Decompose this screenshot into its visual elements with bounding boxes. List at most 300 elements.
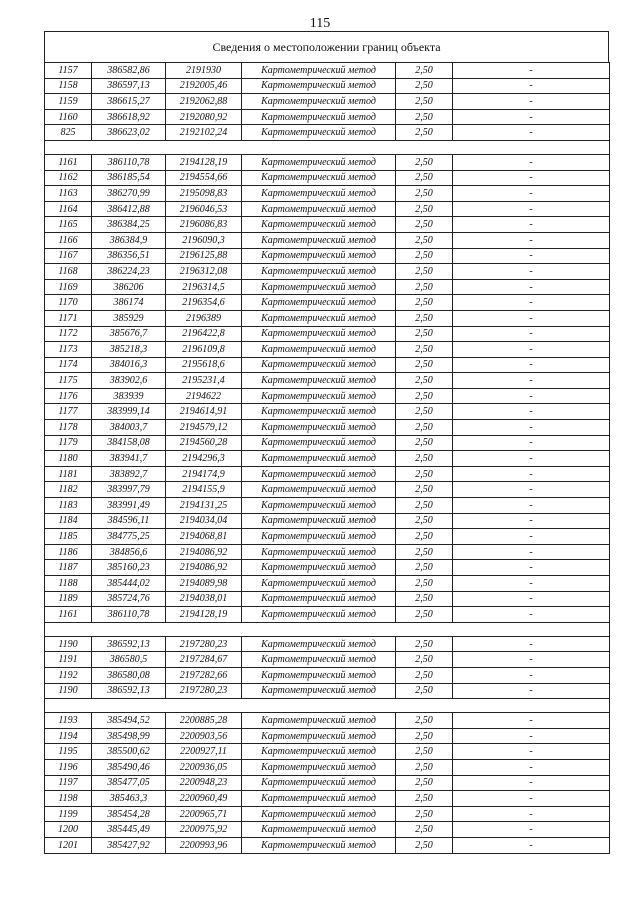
method-cell: Картометрический метод bbox=[242, 279, 396, 295]
table-row bbox=[45, 94, 610, 110]
method-cell: Картометрический метод bbox=[242, 791, 396, 807]
accuracy-cell: 2,50 bbox=[396, 576, 453, 592]
y-coordinate-cell: 2194038,01 bbox=[166, 591, 242, 607]
table-row bbox=[45, 498, 610, 514]
y-coordinate-cell: 2194554,66 bbox=[166, 170, 242, 186]
method-cell: Картометрический метод bbox=[242, 63, 396, 79]
method-cell: Картометрический метод bbox=[242, 94, 396, 110]
x-coordinate-cell: 386356,51 bbox=[92, 248, 166, 264]
method-cell: Картометрический метод bbox=[242, 78, 396, 94]
accuracy-cell: 2,50 bbox=[396, 498, 453, 514]
method-cell: Картометрический метод bbox=[242, 591, 396, 607]
point-number-cell: 1187 bbox=[45, 560, 92, 576]
x-coordinate-cell: 386580,5 bbox=[92, 652, 166, 668]
x-coordinate-cell: 385427,92 bbox=[92, 837, 166, 853]
description-cell: - bbox=[453, 529, 610, 545]
table-row bbox=[45, 529, 610, 545]
method-cell: Картометрический метод bbox=[242, 822, 396, 838]
method-cell: Картометрический метод bbox=[242, 683, 396, 699]
method-cell: Картометрический метод bbox=[242, 201, 396, 217]
method-cell: Картометрический метод bbox=[242, 310, 396, 326]
point-number-cell: 1158 bbox=[45, 78, 92, 94]
point-number-cell: 1169 bbox=[45, 279, 92, 295]
description-cell: - bbox=[453, 822, 610, 838]
accuracy-cell: 2,50 bbox=[396, 435, 453, 451]
point-number-cell: 1161 bbox=[45, 154, 92, 170]
x-coordinate-cell: 384856,6 bbox=[92, 544, 166, 560]
point-number-cell: 1188 bbox=[45, 576, 92, 592]
accuracy-cell: 2,50 bbox=[396, 591, 453, 607]
y-coordinate-cell: 2194089,98 bbox=[166, 576, 242, 592]
method-cell: Картометрический метод bbox=[242, 837, 396, 853]
accuracy-cell: 2,50 bbox=[396, 683, 453, 699]
point-number-cell: 1189 bbox=[45, 591, 92, 607]
y-coordinate-cell: 2194614,91 bbox=[166, 404, 242, 420]
description-cell: - bbox=[453, 435, 610, 451]
method-cell: Картометрический метод bbox=[242, 170, 396, 186]
point-number-cell: 1184 bbox=[45, 513, 92, 529]
description-cell: - bbox=[453, 652, 610, 668]
point-number-cell: 1164 bbox=[45, 201, 92, 217]
description-cell: - bbox=[453, 388, 610, 404]
y-coordinate-cell: 2200885,28 bbox=[166, 713, 242, 729]
description-cell: - bbox=[453, 232, 610, 248]
table-row bbox=[45, 652, 610, 668]
description-cell: - bbox=[453, 560, 610, 576]
table-row bbox=[45, 186, 610, 202]
accuracy-cell: 2,50 bbox=[396, 667, 453, 683]
x-coordinate-cell: 386185,54 bbox=[92, 170, 166, 186]
y-coordinate-cell: 2194579,12 bbox=[166, 420, 242, 436]
x-coordinate-cell: 386623,02 bbox=[92, 125, 166, 141]
table-row bbox=[45, 125, 610, 141]
point-number-cell: 1157 bbox=[45, 63, 92, 79]
method-cell: Картометрический метод bbox=[242, 451, 396, 467]
y-coordinate-cell: 2194034,04 bbox=[166, 513, 242, 529]
accuracy-cell: 2,50 bbox=[396, 544, 453, 560]
description-cell: - bbox=[453, 607, 610, 623]
y-coordinate-cell: 2196314,5 bbox=[166, 279, 242, 295]
method-cell: Картометрический метод bbox=[242, 529, 396, 545]
table-row bbox=[45, 295, 610, 311]
point-number-cell: 1175 bbox=[45, 373, 92, 389]
accuracy-cell: 2,50 bbox=[396, 78, 453, 94]
description-cell: - bbox=[453, 636, 610, 652]
y-coordinate-cell: 2196354,6 bbox=[166, 295, 242, 311]
x-coordinate-cell: 384775,25 bbox=[92, 529, 166, 545]
point-number-cell: 1174 bbox=[45, 357, 92, 373]
x-coordinate-cell: 386174 bbox=[92, 295, 166, 311]
x-coordinate-cell: 385477,05 bbox=[92, 775, 166, 791]
y-coordinate-cell: 2200903,56 bbox=[166, 728, 242, 744]
accuracy-cell: 2,50 bbox=[396, 326, 453, 342]
y-coordinate-cell: 2200927,11 bbox=[166, 744, 242, 760]
point-number-cell: 1191 bbox=[45, 652, 92, 668]
point-number-cell: 1185 bbox=[45, 529, 92, 545]
accuracy-cell: 2,50 bbox=[396, 420, 453, 436]
x-coordinate-cell: 384158,08 bbox=[92, 435, 166, 451]
accuracy-cell: 2,50 bbox=[396, 388, 453, 404]
y-coordinate-cell: 2194128,19 bbox=[166, 154, 242, 170]
accuracy-cell: 2,50 bbox=[396, 170, 453, 186]
accuracy-cell: 2,50 bbox=[396, 186, 453, 202]
y-coordinate-cell: 2192062,88 bbox=[166, 94, 242, 110]
accuracy-cell: 2,50 bbox=[396, 744, 453, 760]
y-coordinate-cell: 2194174,9 bbox=[166, 466, 242, 482]
point-number-cell: 1161 bbox=[45, 607, 92, 623]
accuracy-cell: 2,50 bbox=[396, 728, 453, 744]
accuracy-cell: 2,50 bbox=[396, 607, 453, 623]
method-cell: Картометрический метод bbox=[242, 544, 396, 560]
x-coordinate-cell: 385445,49 bbox=[92, 822, 166, 838]
description-cell: - bbox=[453, 728, 610, 744]
y-coordinate-cell: 2200948,23 bbox=[166, 775, 242, 791]
accuracy-cell: 2,50 bbox=[396, 248, 453, 264]
table-row bbox=[45, 791, 610, 807]
x-coordinate-cell: 383892,7 bbox=[92, 466, 166, 482]
method-cell: Картометрический метод bbox=[242, 186, 396, 202]
table-row bbox=[45, 607, 610, 623]
accuracy-cell: 2,50 bbox=[396, 125, 453, 141]
x-coordinate-cell: 385500,62 bbox=[92, 744, 166, 760]
x-coordinate-cell: 386618,92 bbox=[92, 109, 166, 125]
point-number-cell: 1163 bbox=[45, 186, 92, 202]
accuracy-cell: 2,50 bbox=[396, 451, 453, 467]
description-cell: - bbox=[453, 513, 610, 529]
point-number-cell: 1171 bbox=[45, 310, 92, 326]
description-cell: - bbox=[453, 109, 610, 125]
description-cell: - bbox=[453, 373, 610, 389]
x-coordinate-cell: 386384,25 bbox=[92, 217, 166, 233]
description-cell: - bbox=[453, 591, 610, 607]
description-cell: - bbox=[453, 713, 610, 729]
x-coordinate-cell: 385724,76 bbox=[92, 591, 166, 607]
accuracy-cell: 2,50 bbox=[396, 357, 453, 373]
table-row bbox=[45, 357, 610, 373]
description-cell: - bbox=[453, 683, 610, 699]
table-row bbox=[45, 388, 610, 404]
table-row bbox=[45, 78, 610, 94]
method-cell: Картометрический метод bbox=[242, 498, 396, 514]
description-cell: - bbox=[453, 125, 610, 141]
x-coordinate-cell: 384596,11 bbox=[92, 513, 166, 529]
accuracy-cell: 2,50 bbox=[396, 529, 453, 545]
accuracy-cell: 2,50 bbox=[396, 806, 453, 822]
y-coordinate-cell: 2197282,66 bbox=[166, 667, 242, 683]
table-row bbox=[45, 201, 610, 217]
description-cell: - bbox=[453, 667, 610, 683]
method-cell: Картометрический метод bbox=[242, 466, 396, 482]
point-number-cell: 1177 bbox=[45, 404, 92, 420]
x-coordinate-cell: 386206 bbox=[92, 279, 166, 295]
y-coordinate-cell: 2196389 bbox=[166, 310, 242, 326]
table-row bbox=[45, 326, 610, 342]
y-coordinate-cell: 2195618,6 bbox=[166, 357, 242, 373]
method-cell: Картометрический метод bbox=[242, 513, 396, 529]
method-cell: Картометрический метод bbox=[242, 576, 396, 592]
table-row bbox=[45, 435, 610, 451]
point-number-cell: 1192 bbox=[45, 667, 92, 683]
method-cell: Картометрический метод bbox=[242, 154, 396, 170]
table-row bbox=[45, 279, 610, 295]
y-coordinate-cell: 2194560,28 bbox=[166, 435, 242, 451]
point-number-cell: 1172 bbox=[45, 326, 92, 342]
point-number-cell: 1201 bbox=[45, 837, 92, 853]
table-row bbox=[45, 373, 610, 389]
point-number-cell: 1180 bbox=[45, 451, 92, 467]
y-coordinate-cell: 2194086,92 bbox=[166, 544, 242, 560]
y-coordinate-cell: 2197280,23 bbox=[166, 636, 242, 652]
x-coordinate-cell: 386615,27 bbox=[92, 94, 166, 110]
point-number-cell: 1193 bbox=[45, 713, 92, 729]
table-row bbox=[45, 636, 610, 652]
y-coordinate-cell: 2195098,83 bbox=[166, 186, 242, 202]
method-cell: Картометрический метод bbox=[242, 713, 396, 729]
accuracy-cell: 2,50 bbox=[396, 279, 453, 295]
method-cell: Картометрический метод bbox=[242, 217, 396, 233]
description-cell: - bbox=[453, 217, 610, 233]
description-cell: - bbox=[453, 295, 610, 311]
y-coordinate-cell: 2194086,92 bbox=[166, 560, 242, 576]
method-cell: Картометрический метод bbox=[242, 109, 396, 125]
x-coordinate-cell: 384003,7 bbox=[92, 420, 166, 436]
description-cell: - bbox=[453, 775, 610, 791]
x-coordinate-cell: 385463,3 bbox=[92, 791, 166, 807]
table-row bbox=[45, 170, 610, 186]
table-row bbox=[45, 576, 610, 592]
accuracy-cell: 2,50 bbox=[396, 154, 453, 170]
point-number-cell: 1186 bbox=[45, 544, 92, 560]
point-number-cell: 1197 bbox=[45, 775, 92, 791]
point-number-cell: 1159 bbox=[45, 94, 92, 110]
method-cell: Картометрический метод bbox=[242, 636, 396, 652]
table-row bbox=[45, 248, 610, 264]
x-coordinate-cell: 385676,7 bbox=[92, 326, 166, 342]
method-cell: Картометрический метод bbox=[242, 248, 396, 264]
point-number-cell: 1183 bbox=[45, 498, 92, 514]
x-coordinate-cell: 386597,13 bbox=[92, 78, 166, 94]
point-number-cell: 1168 bbox=[45, 264, 92, 280]
description-cell: - bbox=[453, 466, 610, 482]
point-number-cell: 1165 bbox=[45, 217, 92, 233]
y-coordinate-cell: 2196086,83 bbox=[166, 217, 242, 233]
method-cell: Картометрический метод bbox=[242, 759, 396, 775]
x-coordinate-cell: 385454,28 bbox=[92, 806, 166, 822]
description-cell: - bbox=[453, 806, 610, 822]
method-cell: Картометрический метод bbox=[242, 806, 396, 822]
table-row bbox=[45, 310, 610, 326]
x-coordinate-cell: 385929 bbox=[92, 310, 166, 326]
accuracy-cell: 2,50 bbox=[396, 482, 453, 498]
accuracy-cell: 2,50 bbox=[396, 560, 453, 576]
group-separator-cell bbox=[45, 622, 610, 636]
x-coordinate-cell: 383999,14 bbox=[92, 404, 166, 420]
description-cell: - bbox=[453, 342, 610, 358]
accuracy-cell: 2,50 bbox=[396, 373, 453, 389]
accuracy-cell: 2,50 bbox=[396, 217, 453, 233]
method-cell: Картометрический метод bbox=[242, 728, 396, 744]
point-number-cell: 1176 bbox=[45, 388, 92, 404]
table-row bbox=[45, 466, 610, 482]
y-coordinate-cell: 2197284,67 bbox=[166, 652, 242, 668]
table-row bbox=[45, 667, 610, 683]
y-coordinate-cell: 2191930 bbox=[166, 63, 242, 79]
description-cell: - bbox=[453, 576, 610, 592]
y-coordinate-cell: 2196109,8 bbox=[166, 342, 242, 358]
x-coordinate-cell: 385218,3 bbox=[92, 342, 166, 358]
x-coordinate-cell: 386110,78 bbox=[92, 154, 166, 170]
y-coordinate-cell: 2196090,3 bbox=[166, 232, 242, 248]
point-number-cell: 1200 bbox=[45, 822, 92, 838]
y-coordinate-cell: 2196422,8 bbox=[166, 326, 242, 342]
accuracy-cell: 2,50 bbox=[396, 822, 453, 838]
accuracy-cell: 2,50 bbox=[396, 310, 453, 326]
group-separator-row bbox=[45, 699, 610, 713]
y-coordinate-cell: 2196046,53 bbox=[166, 201, 242, 217]
point-number-cell: 1190 bbox=[45, 636, 92, 652]
x-coordinate-cell: 385494,52 bbox=[92, 713, 166, 729]
group-separator-cell bbox=[45, 699, 610, 713]
accuracy-cell: 2,50 bbox=[396, 775, 453, 791]
coordinates-table-body bbox=[45, 63, 610, 854]
group-separator-row bbox=[45, 622, 610, 636]
x-coordinate-cell: 383902,6 bbox=[92, 373, 166, 389]
accuracy-cell: 2,50 bbox=[396, 652, 453, 668]
table-row bbox=[45, 482, 610, 498]
table-row bbox=[45, 744, 610, 760]
x-coordinate-cell: 385160,23 bbox=[92, 560, 166, 576]
accuracy-cell: 2,50 bbox=[396, 713, 453, 729]
description-cell: - bbox=[453, 201, 610, 217]
table-row bbox=[45, 591, 610, 607]
accuracy-cell: 2,50 bbox=[396, 109, 453, 125]
accuracy-cell: 2,50 bbox=[396, 636, 453, 652]
group-separator-cell bbox=[45, 140, 610, 154]
description-cell: - bbox=[453, 420, 610, 436]
description-cell: - bbox=[453, 63, 610, 79]
y-coordinate-cell: 2194131,25 bbox=[166, 498, 242, 514]
table-row bbox=[45, 759, 610, 775]
x-coordinate-cell: 384016,3 bbox=[92, 357, 166, 373]
point-number-cell: 1190 bbox=[45, 683, 92, 699]
method-cell: Картометрический метод bbox=[242, 775, 396, 791]
x-coordinate-cell: 386110,78 bbox=[92, 607, 166, 623]
description-cell: - bbox=[453, 357, 610, 373]
y-coordinate-cell: 2192080,92 bbox=[166, 109, 242, 125]
y-coordinate-cell: 2192005,46 bbox=[166, 78, 242, 94]
table-row bbox=[45, 560, 610, 576]
method-cell: Картометрический метод bbox=[242, 744, 396, 760]
table-row bbox=[45, 775, 610, 791]
method-cell: Картометрический метод bbox=[242, 125, 396, 141]
y-coordinate-cell: 2194296,3 bbox=[166, 451, 242, 467]
description-cell: - bbox=[453, 544, 610, 560]
table-row bbox=[45, 404, 610, 420]
accuracy-cell: 2,50 bbox=[396, 837, 453, 853]
accuracy-cell: 2,50 bbox=[396, 94, 453, 110]
description-cell: - bbox=[453, 451, 610, 467]
table-row bbox=[45, 806, 610, 822]
description-cell: - bbox=[453, 744, 610, 760]
method-cell: Картометрический метод bbox=[242, 264, 396, 280]
y-coordinate-cell: 2194622 bbox=[166, 388, 242, 404]
table-row bbox=[45, 683, 610, 699]
accuracy-cell: 2,50 bbox=[396, 232, 453, 248]
table-row bbox=[45, 154, 610, 170]
description-cell: - bbox=[453, 759, 610, 775]
table-row bbox=[45, 451, 610, 467]
accuracy-cell: 2,50 bbox=[396, 264, 453, 280]
y-coordinate-cell: 2194155,9 bbox=[166, 482, 242, 498]
page-number: 115 bbox=[309, 16, 331, 31]
x-coordinate-cell: 383939 bbox=[92, 388, 166, 404]
boundary-table-sheet bbox=[44, 31, 609, 854]
x-coordinate-cell: 386384,9 bbox=[92, 232, 166, 248]
method-cell: Картометрический метод bbox=[242, 404, 396, 420]
accuracy-cell: 2,50 bbox=[396, 466, 453, 482]
description-cell: - bbox=[453, 310, 610, 326]
group-separator-row bbox=[45, 140, 610, 154]
method-cell: Картометрический метод bbox=[242, 435, 396, 451]
method-cell: Картометрический метод bbox=[242, 342, 396, 358]
point-number-cell: 1199 bbox=[45, 806, 92, 822]
point-number-cell: 1173 bbox=[45, 342, 92, 358]
accuracy-cell: 2,50 bbox=[396, 201, 453, 217]
accuracy-cell: 2,50 bbox=[396, 342, 453, 358]
method-cell: Картометрический метод bbox=[242, 420, 396, 436]
table-row bbox=[45, 109, 610, 125]
table-row bbox=[45, 513, 610, 529]
description-cell: - bbox=[453, 94, 610, 110]
table-row bbox=[45, 420, 610, 436]
description-cell: - bbox=[453, 186, 610, 202]
method-cell: Картометрический метод bbox=[242, 482, 396, 498]
table-row bbox=[45, 264, 610, 280]
point-number-cell: 1170 bbox=[45, 295, 92, 311]
point-number-cell: 1178 bbox=[45, 420, 92, 436]
method-cell: Картометрический метод bbox=[242, 232, 396, 248]
method-cell: Картометрический метод bbox=[242, 373, 396, 389]
x-coordinate-cell: 386412,88 bbox=[92, 201, 166, 217]
description-cell: - bbox=[453, 482, 610, 498]
table-row bbox=[45, 342, 610, 358]
x-coordinate-cell: 383991,49 bbox=[92, 498, 166, 514]
description-cell: - bbox=[453, 498, 610, 514]
description-cell: - bbox=[453, 837, 610, 853]
table-row bbox=[45, 232, 610, 248]
y-coordinate-cell: 2200975,92 bbox=[166, 822, 242, 838]
y-coordinate-cell: 2196125,88 bbox=[166, 248, 242, 264]
y-coordinate-cell: 2200936,05 bbox=[166, 759, 242, 775]
x-coordinate-cell: 386580,08 bbox=[92, 667, 166, 683]
accuracy-cell: 2,50 bbox=[396, 295, 453, 311]
x-coordinate-cell: 386224,23 bbox=[92, 264, 166, 280]
table-row bbox=[45, 822, 610, 838]
method-cell: Картометрический метод bbox=[242, 295, 396, 311]
method-cell: Картометрический метод bbox=[242, 607, 396, 623]
y-coordinate-cell: 2200993,96 bbox=[166, 837, 242, 853]
x-coordinate-cell: 385498,99 bbox=[92, 728, 166, 744]
method-cell: Картометрический метод bbox=[242, 388, 396, 404]
point-number-cell: 1198 bbox=[45, 791, 92, 807]
table-row bbox=[45, 728, 610, 744]
y-coordinate-cell: 2196312,08 bbox=[166, 264, 242, 280]
method-cell: Картометрический метод bbox=[242, 326, 396, 342]
description-cell: - bbox=[453, 326, 610, 342]
x-coordinate-cell: 383997,79 bbox=[92, 482, 166, 498]
point-number-cell: 1194 bbox=[45, 728, 92, 744]
description-cell: - bbox=[453, 154, 610, 170]
